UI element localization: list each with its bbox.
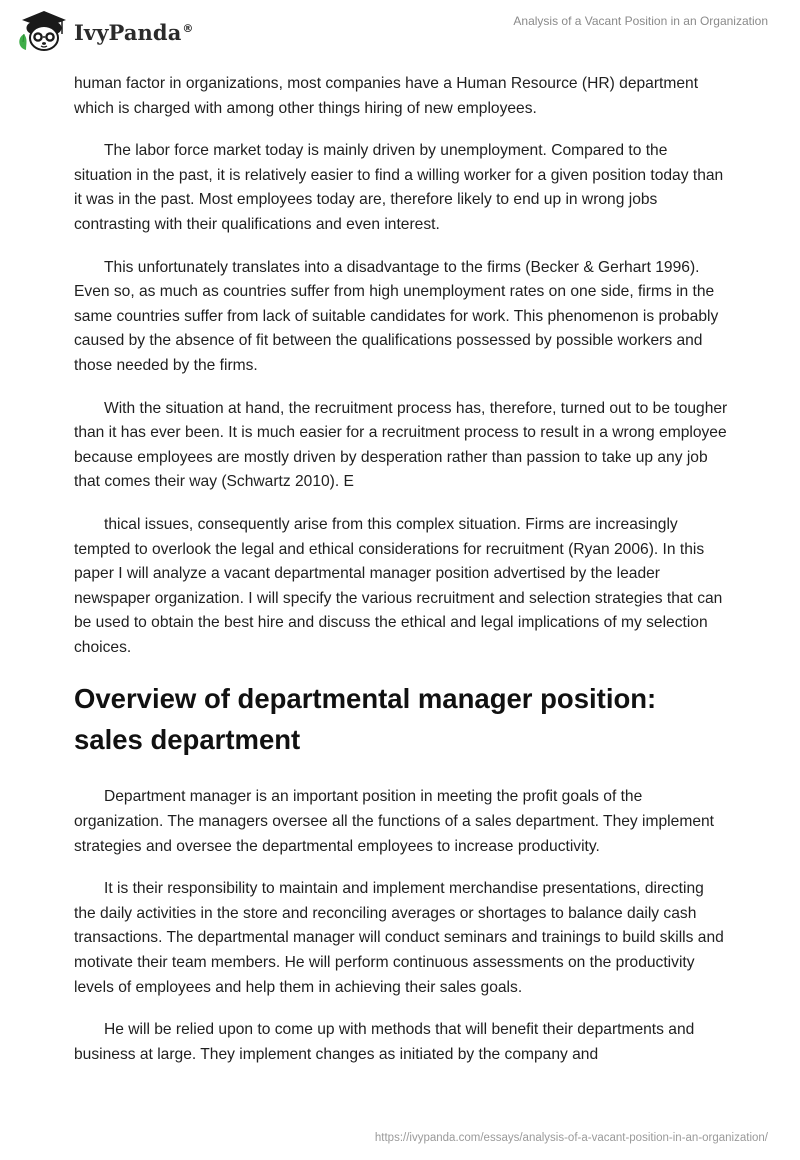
paragraph: Department manager is an important position in meeting the profit goals of the organization. The managers oversee all the functions of a sales department. They implement strategies and oversee the departmental employees to increase productivity. — [74, 788, 714, 855]
paragraph: It is their responsibility to maintain and implement merchandise presentations, directing the daily activities in the store and reconciling averages or shortages to balance daily cash transactions. The departmental manager will conduct seminars and trainings to build skills and motivate their team members. He will perform continuous assessments on the productivity levels of employees and help them in achieving their sales goals. — [74, 880, 724, 996]
paragraph-continued: human factor in organizations, most companies have a Human Resource (HR) department which is charged with among other things hiring of new employees. — [74, 75, 699, 117]
document-title: Analysis of a Vacant Position in an Organization — [513, 14, 768, 28]
paragraph: thical issues, consequently arise from this complex situation. Firms are increasingly tempted to overlook the legal and ethical considerations for recruitment (Ryan 2006). In this paper I will analyze a vacant departmental manager position advertised by the leader newspaper organization. I will specify the various recruitment and selection strategies that can be used to obtain the best hire and discuss the ethical and legal implications of my selection choices. — [74, 515, 723, 656]
essay-body — [74, 72, 729, 1085]
ivypanda-logo[interactable] — [14, 8, 194, 54]
source-url[interactable]: https://ivypanda.com/essays/analysis-of-a-vacant-position-in-an-organization/ — [374, 1132, 768, 1144]
paragraph: This unfortunately translates into a disadvantage to the firms (Becker & Gerhart 1996). Even so, as much as countries suffer from high unemployment rates on one side, firms in the same countries suffer from lack of suitable candidates for work. This phenomenon is probably caused by the absence of fit between the qualifications possessed by possible workers and those needed by the firms. — [74, 258, 719, 374]
page-header — [0, 0, 800, 64]
section-heading: Overview of departmental manager position: sales department — [74, 683, 657, 756]
panda-graduate-icon — [14, 8, 72, 54]
paragraph: He will be relied upon to come up with methods that will benefit their departments and business at large. They implement changes as initiated by the company and — [74, 1021, 695, 1063]
logo-wordmark: IvyPanda® — [74, 19, 194, 45]
paragraph: With the situation at hand, the recruitment process has, therefore, turned out to be tougher than it has ever been. It is much easier for a recruitment process to result in a wrong employee because employees are mostly driven by desperation rather than passion to take up any job that comes their way (Schwartz 2010). E — [74, 399, 728, 491]
paragraph: The labor force market today is mainly driven by unemployment. Compared to the situation in the past, it is relatively easier to find a willing worker for a given position today than it was in the past. Most employees today are, therefore likely to end up in wrong jobs contrasting with their qualifications and even interest. — [74, 142, 724, 233]
